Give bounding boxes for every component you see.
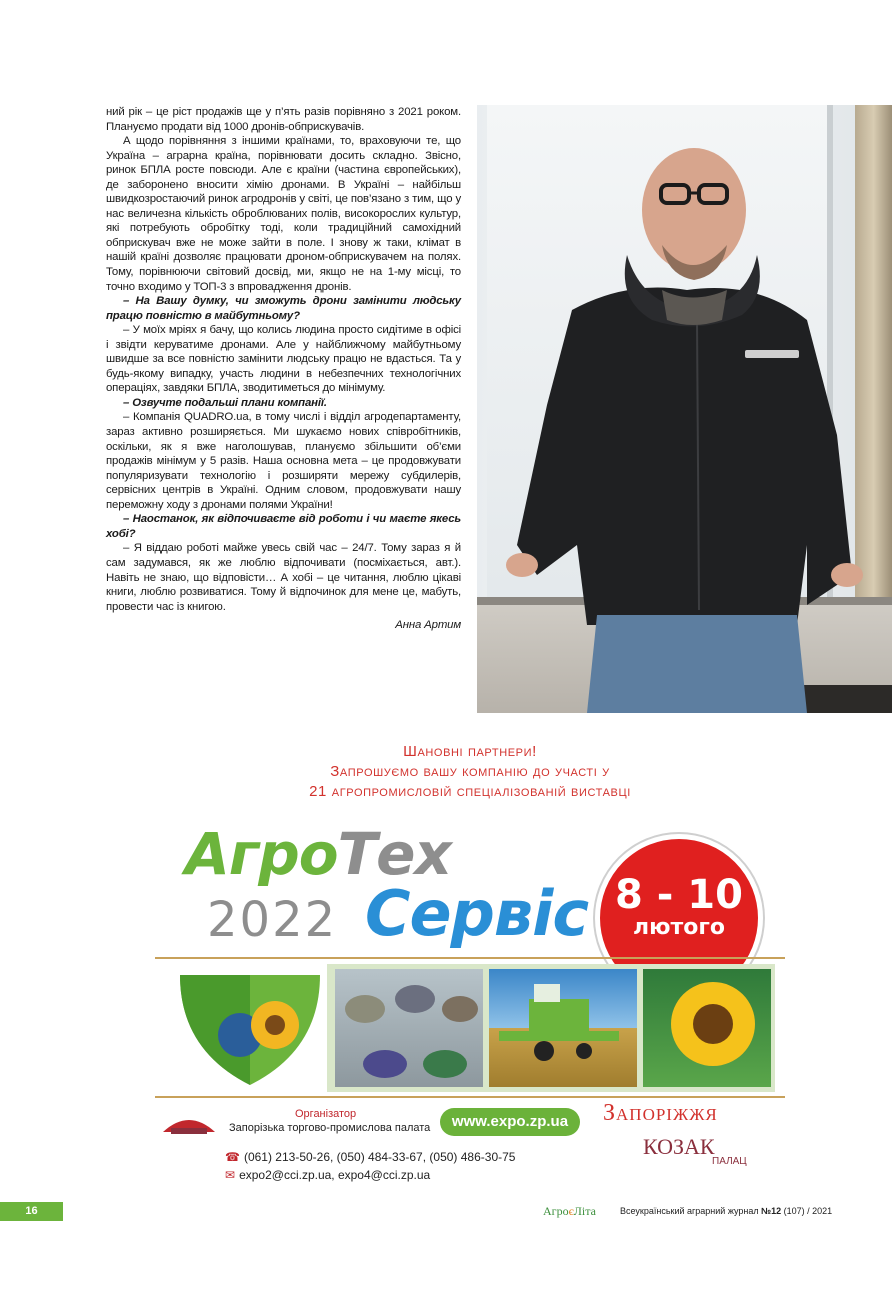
exhibition-ad <box>155 742 785 1187</box>
ad-heading-line: Шановні партнери! <box>403 743 537 760</box>
envelope-icon: ✉ <box>225 1168 236 1182</box>
journal-brand <box>543 1204 596 1219</box>
interviewee-photo <box>477 105 892 713</box>
ad-photo-strip <box>327 964 775 1092</box>
ad-heading-line: Запрошуємо вашу компанію до участі у <box>330 763 610 780</box>
ad-title-agro: Агро <box>185 820 338 888</box>
interview-question: – Озвучте подальші плани компанії. <box>123 396 327 409</box>
ad-photo-combine <box>489 969 637 1087</box>
logo-icon <box>745 350 799 358</box>
paragraph: А щодо порівняння з іншими країнами, то, враховуючи те, що Україна – аграрна країна, порівнювати досить складно. Звісно, ринок БПЛА росте повсюди. Але є країни (частина європейських), де заборонено вносити хімію дронами. В Україні – найбільш швидкозростаючий ринок агродронів у світі, це пов’язано з тим, що у нас величезна кількість оброблюваних полів, високорослих культур, які потребують обробітку тоді, коли традиційний самохідний обприскувач вже не може зайти в поле. І знову ж таки, клімат в нашій країні дозволяє працювати дроном-обприскувачем на полях. Тому, порівнюючи світовий досвід, ми, якщо не на 1-му місці, то точно входимо у ТОП-3 з впровадження дронів. <box>106 135 461 293</box>
ad-website-link[interactable]: www.expo.zp.ua <box>440 1108 580 1136</box>
ad-title-servis: Сервіс <box>365 877 589 950</box>
ad-divider <box>155 957 785 959</box>
ad-city: Запоріжжя <box>603 1100 718 1126</box>
journal-name: Всеукраїнський аграрний журнал <box>620 1206 762 1216</box>
ad-title-tech: Тех <box>337 820 451 888</box>
chamber-logo-icon <box>161 1106 217 1136</box>
brand-part: Літа <box>573 1204 596 1218</box>
page-number: 16 <box>0 1202 63 1221</box>
grain-jars-icon <box>335 969 483 1087</box>
phone-icon: ☎ <box>225 1150 240 1164</box>
brand-accent: є <box>568 1204 574 1218</box>
ad-venue-sub: ПАЛАЦ <box>712 1156 747 1167</box>
sunflower-icon <box>643 969 771 1087</box>
ad-emails-text: expo2@cci.zp.ua, expo4@cci.zp.ua <box>239 1168 431 1182</box>
journal-info <box>620 1206 832 1216</box>
ad-organizer-label: Організатор <box>295 1108 357 1120</box>
man-figure <box>477 105 892 713</box>
interview-question: – На Вашу думку, чи зможуть дрони замінити людську працю повністю в майбутньому? <box>106 295 461 322</box>
brand-part: Агро <box>543 1204 569 1218</box>
ad-phones-text: (061) 213-50-26, (050) 484-33-67, (050) 486-30-75 <box>243 1150 516 1164</box>
ad-emblem-icon <box>175 970 325 1088</box>
article-author: Анна Артим <box>395 619 461 632</box>
article-text <box>106 105 461 633</box>
ad-date-month: лютого <box>633 915 725 940</box>
paragraph: ний рік – це ріст продажів ще у п’ять разів порівняно з 2021 роком. Плануємо продати від 1000 дронів-обприскувачів. <box>106 106 461 133</box>
ad-organizer: Запорізька торгово-промислова палата <box>229 1122 431 1134</box>
ad-date-days: 8 - 10 <box>615 872 743 918</box>
ad-phones <box>225 1150 515 1164</box>
paragraph: – У моїх мріях я бачу, що колись людина просто сидітиме в офісі і звідти керуватиме дронами. Але у найближчому майбутньому швидше за все повністю замінити людську працю не вдасться. Та у будь-якому випадку, участь людини в небезпечних технологічних операціях, завдяки БПЛА, зводитиметься до мінімуму. <box>106 324 461 395</box>
ad-venue-logo: КОЗАК <box>643 1134 715 1159</box>
ad-photo-sunflower <box>643 969 771 1087</box>
interview-question: – Наостанок, як відпочиваєте від роботи і чи маєте якесь хобі? <box>106 513 461 540</box>
paragraph: – Я віддаю роботі майже увесь свій час – 24/7. Тому зараз я й сам задумався, як же люблю відпочивати (посміхається, авт.). Навіть не знаю, що відповісти… А хобі – це читання, люблю цікаві книги, люблю розвиватися. Тому й відпочинок для мене це, мабуть, провести час із книгою. <box>106 542 461 613</box>
ad-photo-grain <box>335 969 483 1087</box>
journal-issue-rest: (107) / 2021 <box>781 1206 833 1216</box>
ad-heading <box>155 742 785 802</box>
ad-emails <box>225 1168 430 1182</box>
ad-year: 2022 <box>207 892 338 948</box>
paragraph: – Компанія QUADRO.ua, в тому числі і відділ агродепартаменту, зараз активно розширяється. Ми шукаємо нових співробітників, оскільки, як я вже наголошував, плануємо збільшити об’єми продажів мінімум у 5 разів. Наша основна мета – це продовжувати популяризувати технологію і розширяти мережу субдилерів, сервісних центрів в Україні. Одним словом, продовжувати нашу переможну ходу з дронами полями України! <box>106 411 461 511</box>
combine-harvester-icon <box>489 969 637 1087</box>
ad-heading-line: 21 агропромисловій спеціалізованій виставці <box>309 783 631 800</box>
ad-divider <box>155 1096 785 1098</box>
journal-issue: №12 <box>761 1206 782 1216</box>
